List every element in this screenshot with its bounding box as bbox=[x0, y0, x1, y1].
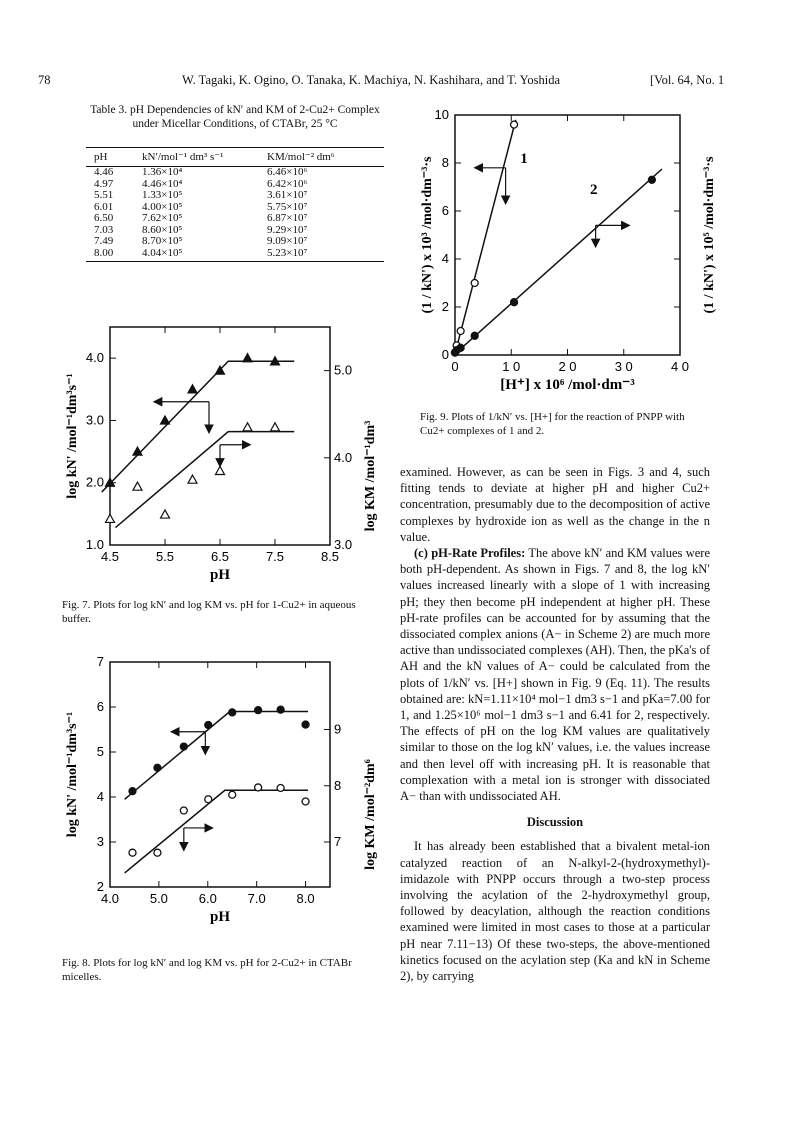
fit-line bbox=[116, 432, 295, 528]
y-right-tick-label: 8 bbox=[334, 777, 342, 793]
data-point bbox=[255, 784, 262, 791]
x-tick-label: 0 bbox=[451, 359, 459, 374]
data-point bbox=[302, 798, 309, 805]
y-tick-label: 3 bbox=[96, 834, 104, 849]
y-tick-label: 5 bbox=[96, 744, 104, 759]
table-row: 7.03 8.60×10⁵ 9.29×10⁷ bbox=[94, 223, 308, 236]
x-tick-label: 5.0 bbox=[149, 891, 168, 906]
y-right-tick-label: 9 bbox=[334, 721, 342, 737]
x-tick-label: 8.0 bbox=[296, 891, 315, 906]
data-point bbox=[271, 423, 280, 431]
x-tick-label: 6.5 bbox=[210, 549, 230, 564]
figure-8-caption-text: Plots for log kN′ and log KM vs. pH for 2-Cu2+ in CTABr micelles. bbox=[62, 957, 352, 983]
x-tick-label: 5.5 bbox=[155, 549, 175, 564]
plot-frame bbox=[110, 327, 330, 545]
y-axis-label: (1 / kN') x 10³ /mol·dm⁻³·s bbox=[420, 156, 435, 314]
data-point bbox=[205, 796, 212, 803]
data-point bbox=[457, 328, 464, 335]
y-right-axis-label: (1 / kN') x 10⁵ /mol·dm⁻³·s bbox=[702, 156, 717, 314]
table-row: 8.00 4.04×10⁵ 5.23×10⁷ bbox=[86, 248, 384, 262]
page-number: 78 bbox=[38, 73, 51, 87]
table-3-title: Table 3. pH Dependencies of kN′ and KM of 2-Cu2+ Complex under Micellar Conditions, of CTABr, 25 °C bbox=[90, 104, 380, 130]
figure-8-caption bbox=[62, 956, 382, 984]
table-row: 4.46 1.36×10⁴ 6.46×10⁶ bbox=[94, 166, 308, 178]
figure-9-caption bbox=[420, 410, 710, 438]
figure-7-caption bbox=[62, 598, 382, 626]
y-tick-label: 1.0 bbox=[85, 537, 104, 552]
series-label-2: 2 bbox=[590, 182, 598, 199]
y-tick-label: 2.0 bbox=[85, 474, 104, 490]
figure-9-caption-text: Plots of 1/kN′ vs. [H+] for the reaction of PNPP with Cu2+ complexes of 1 and 2. bbox=[420, 411, 685, 437]
y-tick-label: 8 bbox=[441, 155, 449, 170]
table-header-ph: pH bbox=[86, 148, 142, 167]
y-right-tick-label: 4.0 bbox=[334, 449, 353, 465]
y-tick-label: 4 bbox=[441, 251, 449, 266]
table-header-km: KM/mol⁻² dm⁶ bbox=[267, 148, 384, 167]
table-3 bbox=[86, 147, 384, 262]
data-point bbox=[243, 423, 252, 431]
x-tick-label: 7.5 bbox=[265, 549, 285, 564]
series-label-1: 1 bbox=[520, 151, 528, 167]
y-tick-label: 2 bbox=[441, 299, 449, 314]
y-tick-label: 3.0 bbox=[85, 412, 104, 428]
y-right-tick-label: 3.0 bbox=[334, 537, 353, 552]
data-point bbox=[277, 706, 284, 713]
data-point bbox=[511, 121, 518, 128]
x-tick-label: 6.0 bbox=[198, 891, 217, 906]
y-right-tick-label: 7 bbox=[334, 834, 342, 849]
x-tick-label: 4.0 bbox=[100, 891, 120, 906]
data-point bbox=[180, 807, 187, 814]
x-axis-label: pH bbox=[209, 909, 231, 925]
body-text bbox=[400, 464, 710, 984]
data-point bbox=[243, 354, 252, 362]
table-row: 5.51 1.33×10⁵ 3.61×10⁷ bbox=[94, 189, 308, 201]
y-right-axis-label: log KM /mol⁻²dm⁶ bbox=[363, 759, 378, 870]
data-point bbox=[471, 280, 478, 287]
data-point bbox=[457, 344, 464, 351]
data-point bbox=[216, 466, 225, 474]
table-header-kn: kN′/mol⁻¹ dm³ s⁻¹ bbox=[142, 148, 267, 167]
data-point bbox=[277, 785, 284, 792]
y-tick-label: 2 bbox=[96, 879, 104, 894]
data-point bbox=[154, 849, 161, 856]
x-axis-label: [H⁺] x 10⁶ /mol·dm⁻³ bbox=[500, 377, 635, 393]
x-tick-label: 1 0 bbox=[502, 359, 521, 374]
x-tick-label: 4 0 bbox=[670, 359, 690, 374]
data-point bbox=[188, 385, 197, 393]
y-tick-label: 4 bbox=[96, 789, 104, 804]
data-point bbox=[161, 416, 170, 424]
fit-line bbox=[125, 790, 308, 873]
table-row: 7.49 8.70×10⁵ 9.09×10⁷ bbox=[94, 235, 308, 247]
plot-frame bbox=[455, 115, 680, 355]
fit-line bbox=[102, 361, 295, 492]
data-point bbox=[188, 475, 197, 483]
figure-9-chart bbox=[415, 100, 725, 400]
table-row: 6.50 7.62×10⁵ 6.87×10⁷ bbox=[94, 212, 308, 224]
data-point bbox=[180, 743, 187, 750]
y-tick-label: 6 bbox=[441, 203, 449, 218]
figure-8-chart bbox=[60, 650, 390, 935]
data-point bbox=[154, 764, 161, 771]
figure-7-chart bbox=[60, 315, 390, 590]
running-header-volume: [Vol. 64, No. 1 bbox=[650, 73, 725, 87]
paragraph-2-heading: (c) pH-Rate Profiles: bbox=[414, 546, 526, 561]
x-tick-label: 3 0 bbox=[614, 359, 633, 374]
data-point bbox=[129, 849, 136, 856]
table-row: 6.01 4.00×10⁵ 5.75×10⁷ bbox=[94, 200, 308, 213]
paragraph-2: (c) pH-Rate Profiles: The above kN′ and KM values were both pH-dependent. As shown in Figs. 7 and 8, the log kN′ values increased linearly with a slope of 1 with increasing pH; they then become pH independent at higher pH. These pH-rate profiles can be accounted for by assuming that the dissociated complex anions (A− in Scheme 2) are much more active than undissociated complexes (AH). Then, the pKa's of AH and the kN values of A− could be calculated from the plots of 1/kN′ vs. [H+] shown in Fig. 9 (Eq. 11). The results obtained are: kN=1.11×10⁴ mol−1 dm3 s−1 and pKa=7.00 for 1, and 1.25×10⁶ mol−1 dm3 s−1 and 6.41 for 2, respectively. The effects of pH on the log KM values are qualitatively similar to those on the log kN′ values, i.e. the values increase and then level off with increasing pH. It is reasonable that complexation with a metal ion is stronger with dissociated A− than with undissociated AH. bbox=[400, 546, 711, 804]
data-point bbox=[648, 176, 655, 183]
fit-line bbox=[455, 169, 662, 354]
data-point bbox=[511, 299, 518, 306]
y-right-axis-label: log KM /mol⁻¹dm³ bbox=[363, 420, 378, 532]
data-point bbox=[161, 510, 170, 518]
y-tick-label: 10 bbox=[434, 107, 449, 122]
figure-7-caption-text: Plots for log kN′ and log KM vs. pH for 1-Cu2+ in aqueous buffer. bbox=[62, 599, 356, 625]
data-point bbox=[106, 514, 115, 522]
x-axis-label: pH bbox=[209, 567, 231, 583]
data-point bbox=[229, 791, 236, 798]
figure-9-caption-label: Fig. 9. bbox=[420, 411, 449, 423]
table-row: 4.97 4.46×10⁴ 6.42×10⁶ bbox=[94, 177, 308, 190]
section-heading-discussion: Discussion bbox=[526, 815, 584, 830]
running-header-authors: W. Tagaki, K. Ogino, O. Tanaka, K. Machiya, N. Kashihara, and T. Yoshida bbox=[182, 73, 561, 87]
y-axis-label: log kN' /mol⁻¹dm³s⁻¹ bbox=[65, 711, 80, 838]
y-tick-label: 4.0 bbox=[85, 350, 104, 366]
y-axis-label: log kN' /mol⁻¹dm³s⁻¹ bbox=[65, 373, 80, 499]
x-tick-label: 8.5 bbox=[320, 549, 340, 564]
data-point bbox=[129, 788, 136, 795]
fit-line bbox=[455, 120, 516, 354]
paragraph-3: It has already been established that a bivalent metal-ion catalyzed reaction of an N-alkyl-2-(hydroxymethyl)-imidazole with PNPP occurs through a two-step process involving the acylation of the 2-hydroxymethyl group, followed by deacylation, although the reaction conditions examined were limited in most cases to those at a particular pH near 7.11−13) Of these two-steps, the above-mentioned kinetics focused on the acylation step (Ka and kN in Scheme 2), by carrying bbox=[400, 839, 710, 984]
data-point bbox=[205, 722, 212, 729]
y-right-tick-label: 5.0 bbox=[334, 362, 353, 378]
y-tick-label: 0 bbox=[441, 347, 449, 362]
data-point bbox=[229, 709, 236, 716]
x-tick-label: 2 0 bbox=[558, 359, 577, 374]
x-tick-label: 4.5 bbox=[100, 549, 120, 564]
paragraph-1: examined. However, as can be seen in Figs. 3 and 4, such fitting tends to deviate at higher pH and higher Cu2+ concentration, presumably due to the decomposition of active complexes by hydroxide ion as well as the change in the n value. bbox=[400, 465, 710, 544]
y-tick-label: 6 bbox=[96, 699, 104, 714]
plot-frame bbox=[110, 662, 330, 887]
data-point bbox=[255, 707, 262, 714]
data-point bbox=[471, 332, 478, 339]
x-tick-label: 7.0 bbox=[247, 891, 266, 906]
data-point bbox=[302, 721, 309, 728]
figure-8-caption-label: Fig. 8. bbox=[62, 957, 91, 969]
data-point bbox=[133, 482, 142, 490]
figure-7-caption-label: Fig. 7. bbox=[62, 599, 91, 611]
y-tick-label: 7 bbox=[96, 654, 104, 669]
